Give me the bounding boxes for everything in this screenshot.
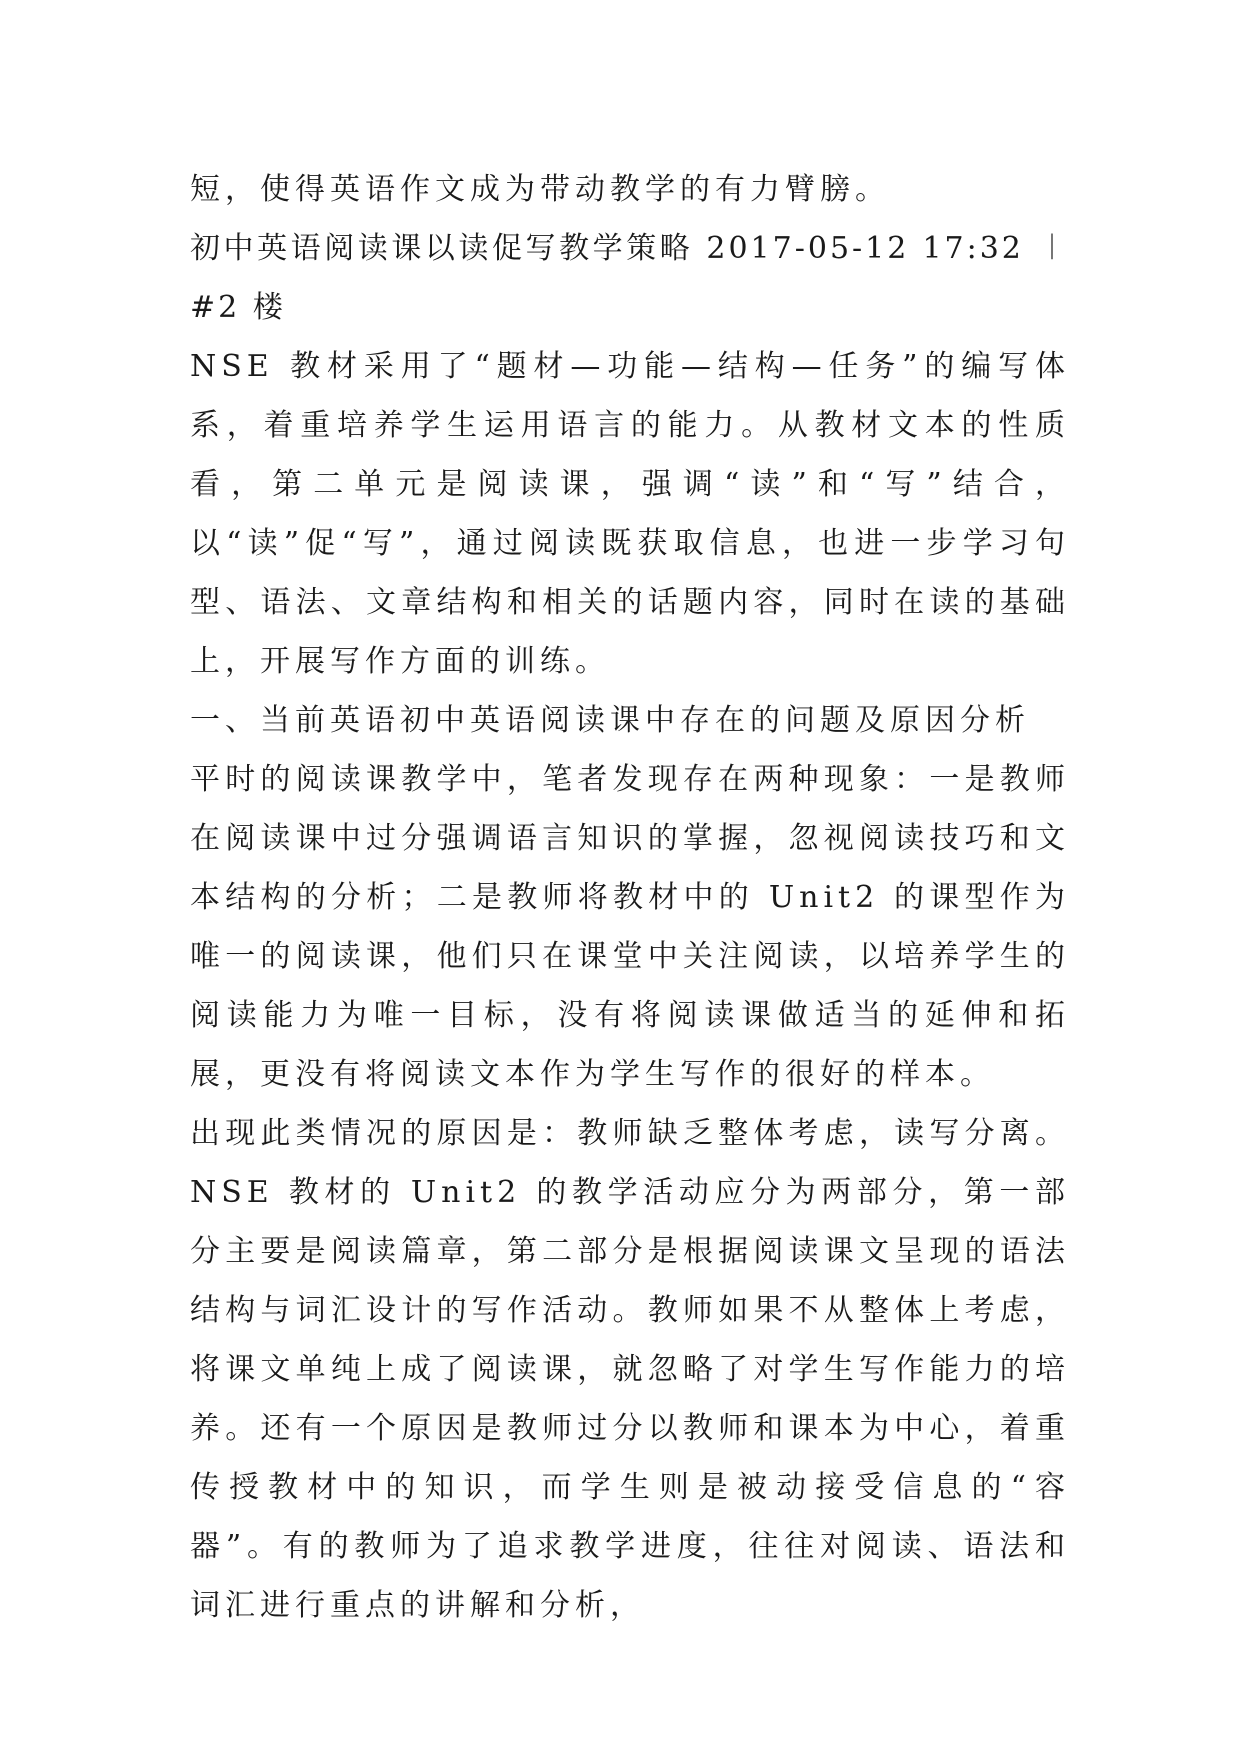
post-title-line: 初中英语阅读课以读促写教学策略 2017-05-12 17:32 ︱ #2 楼 — [190, 231, 1070, 325]
paragraph-continuation: 短，使得英语作文成为带动教学的有力臂膀。 — [190, 172, 890, 207]
paragraph-intro: NSE 教材采用了“题材—功能—结构—任务”的编写体系，着重培养学生运用语言的能力。从教材文本的性质看，第二单元是阅读课，强调“读”和“写”结合，以“读”促“写”，通过阅读既获取信息，也进一步学习句型、语法、文章结构和相关的话题内容，同时在读的基础上，开展写作方面的训练。 — [190, 349, 1070, 679]
document-body — [190, 160, 1070, 1635]
section-heading: 一、当前英语初中英语阅读课中存在的问题及原因分析 — [190, 703, 1030, 738]
paragraph-phenomena: 平时的阅读课教学中，笔者发现存在两种现象：一是教师在阅读课中过分强调语言知识的掌握，忽视阅读技巧和文本结构的分析；二是教师将教材中的 Unit2 的课型作为唯一的阅读课，他们只在课堂中关注阅读，以培养学生的阅读能力为唯一目标，没有将阅读课做适当的延伸和拓展，更没有将阅读文本作为学生写作的很好的样本。 — [190, 762, 1070, 1092]
paragraph-causes: 出现此类情况的原因是：教师缺乏整体考虑，读写分离。NSE 教材的 Unit2 的教学活动应分为两部分，第一部分主要是阅读篇章，第二部分是根据阅读课文呈现的语法结构与词汇设计的写作活动。教师如果不从整体上考虑，将课文单纯上成了阅读课，就忽略了对学生写作能力的培养。还有一个原因是教师过分以教师和课本为中心，着重传授教材中的知识，而学生则是被动接受信息的“容器”。有的教师为了追求教学进度，往往对阅读、语法和词汇进行重点的讲解和分析， — [190, 1116, 1070, 1623]
